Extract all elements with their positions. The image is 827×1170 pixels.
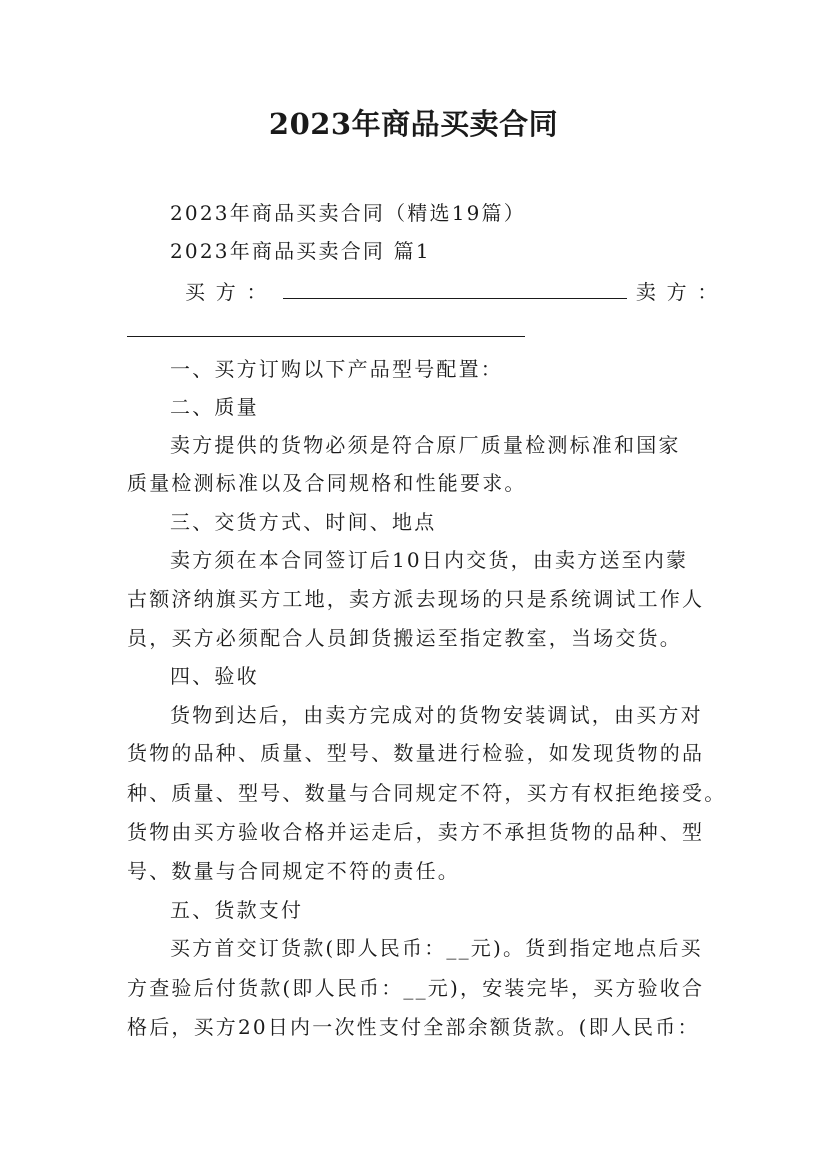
document-part-heading: 2023年商品买卖合同 篇1	[170, 239, 431, 263]
section-heading: 三、交货方式、时间、地点	[170, 510, 437, 534]
document-subtitle: 2023年商品买卖合同（精选19篇）	[170, 201, 526, 225]
paragraph-line: 货物到达后，由卖方完成对的货物安装调试，由买方对	[170, 703, 703, 727]
parties-row	[185, 278, 720, 306]
paragraph-line: 货物由买方验收合格并运走后，卖方不承担货物的品种、型	[127, 820, 705, 844]
paragraph-line: 卖方提供的货物必须是符合原厂质量检测标准和国家	[170, 433, 681, 457]
paragraph-line: 格后，买方20日内一次性支付全部余额货款。(即人民币：	[127, 1015, 700, 1039]
document-title: 2023年商品买卖合同	[268, 107, 559, 141]
paragraph-line: 卖方须在本合同签订后10日内交货，由卖方送至内蒙	[170, 548, 689, 572]
section-heading: 二、质量	[170, 395, 259, 419]
section-heading: 五、货款支付	[170, 898, 304, 922]
seller-label: 卖 方 ：	[635, 280, 720, 304]
paragraph-line: 质量检测标准以及合同规格和性能要求。	[127, 471, 527, 495]
seller-blank	[127, 318, 525, 337]
buyer-blank	[283, 278, 627, 299]
paragraph-line: 买方首交订货款(即人民币：__元)。货到指定地点后买	[170, 936, 703, 960]
paragraph-line: 号、数量与合同规定不符的责任。	[127, 859, 460, 883]
section-heading: 四、验收	[170, 664, 259, 688]
paragraph-line: 古额济纳旗买方工地，卖方派去现场的只是系统调试工作人	[127, 587, 705, 611]
paragraph-line: 种、质量、型号、数量与合同规定不符，买方有权拒绝接受。	[127, 781, 727, 805]
paragraph-line: 员，买方必须配合人员卸货搬运至指定教室，当场交货。	[127, 626, 682, 650]
buyer-label: 买 方 ：	[185, 280, 269, 304]
section-heading: 一、买方订购以下产品型号配置：	[170, 357, 503, 381]
paragraph-line: 方查验后付货款(即人民币：__元)，安装完毕，买方验收合	[127, 976, 705, 1000]
paragraph-line: 货物的品种、质量、型号、数量进行检验，如发现货物的品	[127, 741, 705, 765]
